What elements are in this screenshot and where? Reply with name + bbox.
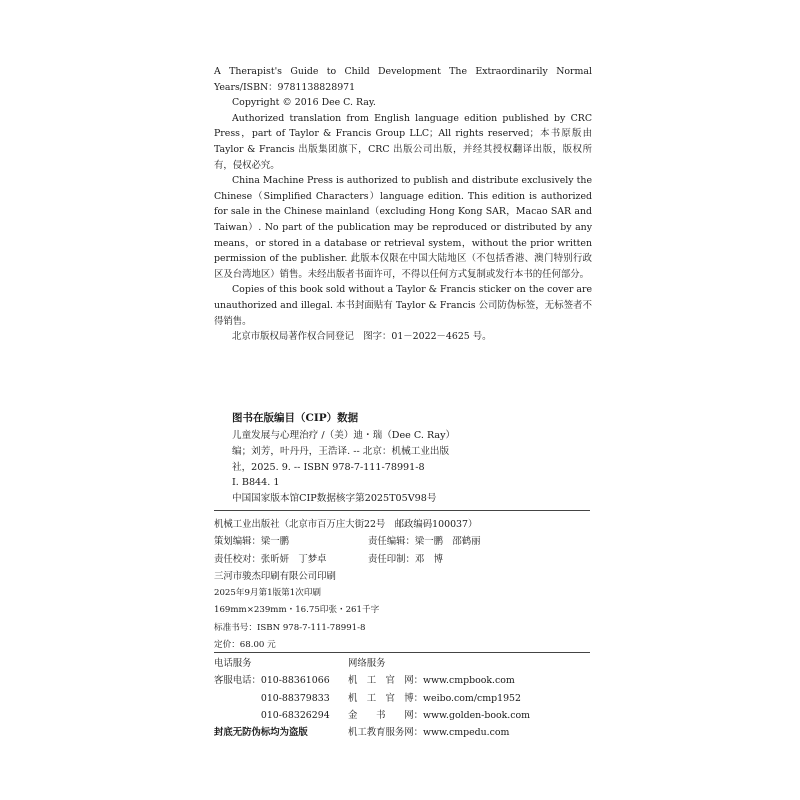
printer: 三河市骏杰印刷有限公司印刷 bbox=[214, 570, 336, 582]
anti-piracy-notice: 封底无防伪标均为盗版 bbox=[214, 727, 308, 739]
original-title-isbn: A Therapist's Guide to Child Development The Extraordinarily Normal Years/ISBN：9781138828971 bbox=[214, 66, 592, 93]
divider bbox=[214, 652, 590, 653]
format-info: 169mm×239mm・16.75印张・261千字 bbox=[214, 605, 380, 616]
proofreaders: 责任校对：张昕妍 丁梦卓 bbox=[214, 553, 327, 565]
isbn: 标准书号：ISBN 978-7-111-78991-8 bbox=[214, 622, 366, 633]
cip-line: 编；刘芳，叶丹丹，王浩译. -- 北京：机械工业出版 bbox=[232, 445, 450, 457]
cip-data-block bbox=[232, 428, 462, 507]
copyright-notice bbox=[214, 64, 592, 345]
cip-line: 社，2025. 9. -- ISBN 978-7-111-78991-8 bbox=[232, 461, 425, 473]
cip-line: Ⅰ. B844. 1 bbox=[232, 477, 280, 489]
authorized-translation-paragraph: Authorized translation from English language edition published by CRC Press，part of Taylor & Francis Group LLC；All rights reserved；本书原版由 Taylor & Francis 出版集团旗下，CRC 出版公司出版，并经其授权翻译出版，版权所有，侵权必究。 bbox=[214, 112, 592, 171]
service-website: 金 书 网：www.golden-book.com bbox=[348, 709, 531, 721]
publisher-info bbox=[214, 516, 594, 654]
network-service-header: 网络服务 bbox=[348, 658, 386, 669]
service-phone: 010-68326294 bbox=[214, 709, 330, 721]
printing-supervisor: 责任印制：邓 博 bbox=[368, 553, 444, 565]
planning-editor: 策划编辑：梁一鹏 bbox=[214, 536, 290, 548]
phone-service-header: 电话服务 bbox=[214, 658, 252, 669]
responsible-editor: 责任编辑：梁一鹏 邵鹤丽 bbox=[368, 536, 481, 548]
edition-info: 2025年9月第1版第1次印刷 bbox=[214, 588, 322, 599]
copyright-registration: 北京市版权局著作权合同登记 图字：01－2022－4625 号。 bbox=[232, 331, 492, 343]
copyright-line: Copyright © 2016 Dee C. Ray. bbox=[232, 97, 376, 109]
service-info bbox=[214, 655, 594, 741]
divider bbox=[214, 510, 590, 511]
service-website: 机 工 官 博：weibo.com/cmp1952 bbox=[348, 692, 521, 704]
service-phone: 010-88379833 bbox=[214, 692, 330, 704]
cip-line: 中国国家版本馆CIP数据核字第2025T05V98号 bbox=[232, 493, 437, 505]
service-website: 机工教育服务网：www.cmpedu.com bbox=[348, 727, 510, 739]
publisher-address: 机械工业出版社（北京市百万庄大街22号 邮政编码100037） bbox=[214, 519, 478, 530]
cip-line: 儿童发展与心理治疗 /（美）迪・瑞（Dee C. Ray） bbox=[232, 430, 456, 441]
cip-title: 图书在版编目（CIP）数据 bbox=[232, 412, 359, 424]
sticker-notice-paragraph: Copies of this book sold without a Taylor & Francis sticker on the cover are unauthorized and illegal. 本书封面贴有 Taylor & Francis 公司防伪标签，无标签者不得销售。 bbox=[214, 284, 592, 327]
distribution-rights-paragraph: China Machine Press is authorized to publish and distribute exclusively the Chinese（Simplified Characters）language edition. This edition is authorized for sale in the Chinese mainland（excluding Hong Kong SAR，Macao SAR and Taiwan）. No part of the publication may be reproduced or distributed by any means，or stored in a database or retrieval system，without the prior written permission of the publisher. 此版本仅限在中国大陆地区（不包括香港、澳门特别行政区及台湾地区）销售。未经出版者书面许可，不得以任何方式复制或发行本书的任何部分。 bbox=[214, 175, 592, 280]
service-phone: 客服电话：010-88361066 bbox=[214, 675, 330, 687]
price: 定价：68.00 元 bbox=[214, 640, 276, 651]
service-website: 机 工 官 网：www.cmpbook.com bbox=[348, 675, 515, 687]
